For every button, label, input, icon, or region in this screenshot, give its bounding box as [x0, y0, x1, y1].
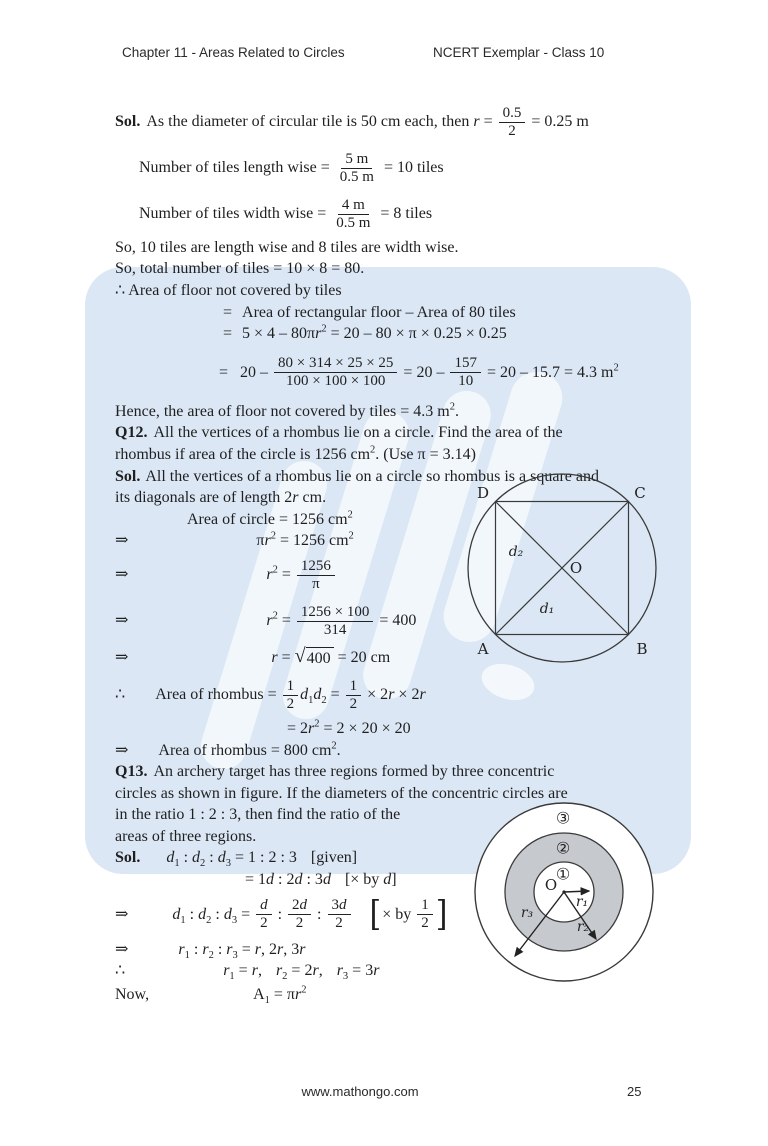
- radicand: 400: [306, 647, 334, 669]
- text-run: areas of three regions.: [115, 827, 257, 845]
- text-run: = 400: [375, 612, 417, 630]
- q11-area-eq3: [115, 345, 675, 401]
- text-run: Area of circle = 1256 $cm^2$: [187, 509, 353, 528]
- q13-question-line1: [115, 761, 675, 783]
- fraction: [346, 678, 362, 713]
- spacer: [125, 971, 223, 972]
- text-run: All the vertices of a rhombus lie on a circle so rhombus is a square and: [145, 467, 599, 485]
- fraction: [417, 897, 433, 932]
- bold-run: Sol.: [115, 849, 141, 867]
- q13-d-ratio-3: ⇒ $d_1$ : $d_2$ : $d_3$ = $\frac{d}{2}$ : $\frac{2d}{2}$ : $\frac{3d}{2}$ [ × by $\frac{1}{2}$ ]: [115, 894, 448, 935]
- text-run: $r_1$ : $r_2$ : $r_3 = r$, 2r, 3r: [178, 940, 306, 961]
- text-run: × 2r × 2r: [363, 686, 426, 704]
- fraction-denominator: 2: [260, 915, 268, 932]
- text-run: $d_1d_2$ =: [300, 686, 344, 707]
- q11-area-eq1: [115, 302, 675, 324]
- bold-run: Sol.: [115, 467, 141, 485]
- radical-sign: √: [294, 645, 306, 668]
- text-run: ⇒: [115, 612, 129, 630]
- text-run: :: [313, 905, 326, 923]
- q11-tiles-width: [115, 191, 675, 237]
- spacer: [232, 334, 242, 335]
- q12-eq-rhombus1: [115, 672, 675, 718]
- text-run: Area of rhombus = 800 $cm^2$.: [158, 740, 341, 759]
- text-run: $\pi r^2 = 1256$ $cm^2$: [256, 531, 354, 550]
- spacer: [128, 621, 266, 622]
- text-run: r =: [271, 649, 295, 667]
- text-run: So, 10 tiles are length wise and 8 tiles are width wise.: [115, 238, 459, 256]
- text-run: = $2r^2 = 2 \times 20 \times 20$: [287, 718, 411, 737]
- fraction: [288, 897, 311, 932]
- spacer: [232, 312, 242, 313]
- fraction-numerator: 1: [417, 897, 433, 915]
- q11-conclusion: [115, 401, 675, 423]
- text-run: $r_3 = 3r$: [336, 962, 380, 983]
- text-run: Number of tiles length wise =: [139, 159, 334, 176]
- text-run: rhombus if area of the circle is 1256 $cm^2$. (Use π = 3.14): [115, 444, 476, 463]
- text-run: $r_2 = 2r$,: [275, 962, 323, 983]
- text-run: =: [223, 325, 233, 343]
- fraction-numerator: 157: [450, 355, 481, 373]
- fraction: [328, 897, 351, 932]
- spacer: [115, 168, 139, 169]
- text-run: circles as shown in figure. If the diameters of the concentric circles are: [115, 784, 568, 802]
- spacer: [262, 971, 276, 972]
- fraction-numerator: 0.5: [499, 105, 526, 123]
- spacer: [115, 372, 219, 373]
- q12-question-line1: [115, 423, 675, 445]
- text-run: ∴: [115, 686, 126, 704]
- text-run: Area of rhombus =: [155, 686, 281, 704]
- figure-archery-target: [470, 798, 665, 993]
- spacer: [128, 949, 178, 950]
- text-run: = 0.25 m: [527, 113, 589, 130]
- fraction-denominator: 2: [349, 695, 358, 712]
- spacer: [115, 880, 245, 881]
- spacer: [228, 372, 240, 373]
- text-run: [× by d]: [344, 871, 397, 889]
- spacer: [140, 858, 166, 859]
- radius-label-r3: r₃: [520, 905, 534, 921]
- fraction-numerator: 5 m: [341, 151, 372, 169]
- text-run: $A_1 = \pi r^2$: [253, 984, 307, 1007]
- q11-tiles-summary: [115, 237, 675, 259]
- fraction: [336, 151, 378, 186]
- region-2-label: ②: [555, 838, 571, 858]
- text-run: ∴: [115, 962, 126, 980]
- spacer: [128, 750, 158, 751]
- text-run: ⇒: [115, 741, 129, 759]
- spacer: [128, 575, 266, 576]
- text-run: $r^2$ =: [266, 610, 295, 630]
- text-run: As the diameter of circular tile is 50 cm each, then r =: [146, 113, 497, 130]
- fraction-denominator: 314: [323, 621, 347, 638]
- fraction-denominator: 2: [421, 915, 429, 932]
- spacer: [297, 858, 311, 859]
- q12-eq-rhombus3: [115, 740, 675, 762]
- fraction-denominator: 2: [295, 915, 304, 932]
- center-label-o: O: [569, 559, 583, 577]
- q11-area-eq2: [115, 323, 675, 345]
- text-run: × by: [382, 905, 416, 923]
- vertex-label-a: A: [477, 640, 489, 658]
- fraction-numerator: 3d: [328, 897, 351, 915]
- fraction: [297, 604, 373, 639]
- fraction: [332, 197, 374, 232]
- header-book-title: NCERT Exemplar - Class 10: [433, 45, 605, 60]
- fraction-numerator: d: [256, 897, 272, 915]
- text-run: ⇒: [115, 940, 129, 958]
- fraction-numerator: 1256: [297, 558, 335, 576]
- bold-run: Q13.: [115, 763, 148, 781]
- text-run: = 10 tiles: [379, 159, 444, 176]
- text-run: =: [219, 363, 229, 381]
- spacer: [115, 312, 223, 313]
- fraction: [283, 678, 299, 713]
- fraction-numerator: 80 × 314 × 25 × 25: [274, 355, 397, 373]
- text-run: ⇒: [115, 532, 129, 550]
- text-run: Now,: [115, 986, 150, 1004]
- header-chapter-title: Chapter 11 - Areas Related to Circles: [122, 45, 345, 60]
- square-root: [295, 647, 334, 669]
- footer-website-url: www.mathongo.com: [301, 1084, 419, 1099]
- spacer: [128, 658, 271, 659]
- fraction-denominator: 2: [286, 695, 295, 712]
- spacer: [128, 914, 172, 915]
- text-run: :: [273, 905, 287, 923]
- text-run: $d_1$ : $d_2$ : $d_3$ =: [172, 905, 255, 927]
- fraction-denominator: 2: [508, 122, 516, 139]
- text-run: $d_1$ : $d_2$ : $d_3 = 1$ : 2 : 3: [166, 849, 297, 870]
- text-run: =: [223, 303, 233, 321]
- q11-sol-intro: [115, 99, 675, 145]
- q12-eq-rhombus2: [115, 718, 675, 740]
- fraction: [450, 355, 481, 390]
- fraction-numerator: 1: [346, 678, 362, 696]
- spacer: [115, 334, 223, 335]
- text-run: ⇒: [115, 905, 129, 923]
- diagonal-label-d2: d₂: [508, 544, 524, 560]
- text-run: So, total number of tiles = 10 × 8 = 80.: [115, 260, 365, 278]
- fraction: [274, 355, 397, 390]
- spacer: [323, 971, 337, 972]
- q11-area-statement: [115, 280, 675, 302]
- spacer: [353, 914, 369, 915]
- text-run: All the vertices of a rhombus lie on a circle. Find the area of the: [153, 424, 563, 442]
- text-run: = 20 – 15.7 = 4.3 $m^2$: [482, 362, 619, 381]
- q12-question-line2: [115, 444, 675, 466]
- text-run: ∴ Area of floor not covered by tiles: [115, 281, 342, 299]
- fraction: [499, 105, 526, 140]
- q11-tiles-length: [115, 145, 675, 191]
- fraction-denominator: 0.5 m: [336, 214, 371, 231]
- text-run: Number of tiles width wise =: [139, 205, 331, 222]
- spacer: [115, 519, 187, 520]
- radius-r1-arrow: [564, 891, 589, 892]
- region-1-label: ①: [555, 864, 571, 884]
- radius-label-r1: r₁: [575, 894, 589, 910]
- spacer: [149, 995, 253, 996]
- fraction-denominator: π: [312, 575, 320, 592]
- text-run: [given]: [310, 849, 358, 867]
- footer-page-number: 25: [627, 1084, 642, 1099]
- fraction-denominator: 100 × 100 × 100: [286, 373, 386, 390]
- text-run: = 8 tiles: [376, 205, 433, 222]
- text-run: in the ratio 1 : 2 : 3, then find the ratio of the: [115, 806, 401, 824]
- vertex-label-c: C: [634, 484, 646, 502]
- fraction-denominator: 10: [458, 373, 474, 390]
- text-run: = 1d : 2d : 3d: [245, 871, 331, 889]
- bold-run: Q12.: [115, 424, 148, 442]
- spacer: [331, 880, 345, 881]
- text-run: 20 –: [240, 363, 273, 381]
- q11-total-tiles: [115, 259, 675, 281]
- fraction-numerator: 2d: [288, 897, 311, 915]
- fraction: [297, 558, 335, 593]
- text-run: = 20 cm: [333, 649, 391, 667]
- diagonal-label-d1: d₁: [539, 601, 555, 617]
- text-run: Area of rectangular floor – Area of 80 tiles: [242, 303, 516, 321]
- vertex-label-d: D: [476, 484, 490, 502]
- text-run: $5 \times 4 - 80\pi r^2 = 20 - 80 \times \pi \times 0.25 \times 0.25$: [242, 323, 507, 343]
- radius-label-r2: r₂: [576, 919, 590, 935]
- center-label-o: O: [544, 876, 558, 894]
- figure-rhombus-in-circle: [462, 468, 667, 678]
- fraction-denominator: 2: [335, 915, 343, 932]
- fraction: [256, 897, 272, 932]
- text-run: An archery target has three regions formed by three concentric: [153, 763, 555, 781]
- text-run: its diagonals are of length 2r cm.: [115, 489, 327, 507]
- spacer: [115, 728, 287, 729]
- bold-run: Sol.: [115, 113, 141, 130]
- text-run: ⇒: [115, 649, 129, 667]
- vertex-label-b: B: [636, 640, 648, 658]
- fraction-numerator: 1: [283, 678, 299, 696]
- text-run: Hence, the area of floor not covered by tiles = 4.3 $m^2$.: [115, 401, 459, 420]
- fraction-numerator: 1256 × 100: [297, 604, 373, 622]
- spacer: [115, 214, 139, 215]
- fraction-numerator: 4 m: [338, 197, 369, 215]
- spacer: [128, 541, 256, 542]
- text-run: $r_1 = r$,: [223, 962, 262, 983]
- fraction-denominator: 0.5 m: [339, 168, 374, 185]
- region-3-label: ③: [555, 808, 571, 828]
- text-run: = 20 –: [399, 363, 449, 381]
- text-run: ⇒: [115, 566, 129, 584]
- spacer: [125, 695, 155, 696]
- text-run: $r^2$ =: [266, 564, 295, 584]
